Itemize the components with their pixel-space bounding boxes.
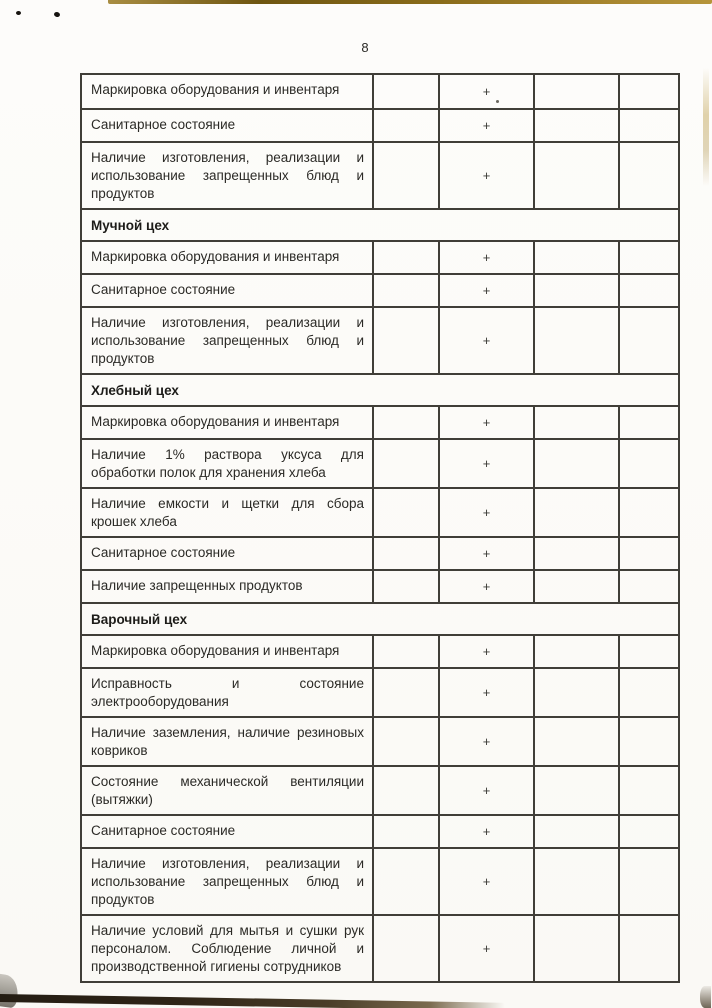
- mark-cell-empty: [535, 275, 620, 306]
- table-section-row: [82, 373, 678, 405]
- mark-cell-empty: [535, 143, 620, 208]
- mark-cell-empty: [374, 767, 440, 814]
- table-item-row: [82, 569, 678, 602]
- mark-cell-plus: +: [440, 143, 535, 208]
- scan-speck: [53, 11, 60, 17]
- item-label: Наличие емкости и щетки для сбора крошек хлеба: [82, 489, 374, 536]
- item-label: Наличие 1% раствора уксуса для обработки полок для хранения хлеба: [82, 440, 374, 487]
- mark-cell-empty: [620, 636, 678, 667]
- table-item-row: [82, 240, 678, 273]
- mark-cell-empty: [374, 75, 440, 108]
- mark-cell-empty: [535, 75, 620, 108]
- item-label: Маркировка оборудования и инвентаря: [82, 636, 374, 667]
- mark-cell-empty: [374, 242, 440, 273]
- item-label: Маркировка оборудования и инвентаря: [82, 407, 374, 438]
- mark-cell-empty: [374, 143, 440, 208]
- item-label: Исправность и состояние электрооборудования: [82, 669, 374, 716]
- section-title: Варочный цех: [91, 611, 188, 627]
- table-item-row: [82, 765, 678, 814]
- table-item-row: [82, 536, 678, 569]
- mark-cell-empty: [535, 571, 620, 602]
- mark-cell-plus: +: [440, 718, 535, 765]
- mark-cell-plus: +: [440, 242, 535, 273]
- inspection-table: [80, 73, 680, 983]
- mark-cell-empty: [374, 636, 440, 667]
- mark-cell-empty: [535, 636, 620, 667]
- mark-cell-plus: +: [440, 538, 535, 569]
- mark-cell-empty: [620, 916, 678, 981]
- mark-cell-empty: [374, 669, 440, 716]
- scan-bottom-right-mark: [700, 986, 711, 1008]
- table-item-row: [82, 716, 678, 765]
- mark-cell-empty: [620, 816, 678, 847]
- mark-cell-plus: +: [440, 849, 535, 914]
- mark-cell-empty: [620, 849, 678, 914]
- mark-cell-empty: [374, 489, 440, 536]
- mark-cell-empty: [535, 916, 620, 981]
- mark-cell-empty: [535, 242, 620, 273]
- section-title: Хлебный цех: [91, 382, 179, 398]
- table-section-row: [82, 208, 678, 240]
- mark-cell-empty: [374, 538, 440, 569]
- section-title: Мучной цех: [91, 217, 170, 233]
- item-label: Наличие условий для мытья и сушки рук персоналом. Соблюдение личной и производственной гигиены сотрудников: [82, 916, 374, 981]
- mark-cell-empty: [535, 440, 620, 487]
- mark-cell-empty: [374, 440, 440, 487]
- mark-cell-empty: [374, 308, 440, 373]
- mark-cell-empty: [620, 143, 678, 208]
- mark-cell-empty: [535, 308, 620, 373]
- mark-cell-empty: [620, 242, 678, 273]
- mark-cell-empty: [374, 407, 440, 438]
- mark-cell-empty: [374, 849, 440, 914]
- mark-cell-plus: +: [440, 110, 535, 141]
- mark-cell-plus: +: [440, 571, 535, 602]
- table-item-row: [82, 273, 678, 306]
- item-label: Состояние механической вентиляции (вытяжки): [82, 767, 374, 814]
- mark-cell-empty: [535, 816, 620, 847]
- mark-cell-empty: [535, 407, 620, 438]
- item-label: Наличие заземления, наличие резиновых ковриков: [82, 718, 374, 765]
- item-label: Наличие изготовления, реализации и использование запрещенных блюд и продуктов: [82, 308, 374, 373]
- table-item-row: [82, 847, 678, 914]
- table-item-row: [82, 667, 678, 716]
- mark-cell-empty: [535, 110, 620, 141]
- mark-cell-plus: +: [440, 407, 535, 438]
- mark-cell-plus: +: [440, 916, 535, 981]
- mark-cell-empty: [374, 718, 440, 765]
- table-item-row: [82, 814, 678, 847]
- mark-cell-plus: +: [440, 636, 535, 667]
- item-label: Наличие запрещенных продуктов: [82, 571, 374, 602]
- mark-cell-empty: [374, 571, 440, 602]
- mark-cell-empty: [535, 538, 620, 569]
- mark-cell-plus: +: [440, 308, 535, 373]
- mark-cell-empty: [535, 669, 620, 716]
- mark-cell-plus: +: [440, 767, 535, 814]
- table-section-row: [82, 602, 678, 634]
- table-item-row: [82, 108, 678, 141]
- mark-cell-empty: [374, 916, 440, 981]
- mark-cell-plus: +: [440, 75, 535, 108]
- mark-cell-plus: +: [440, 816, 535, 847]
- mark-cell-empty: [620, 538, 678, 569]
- table-item-row: [82, 438, 678, 487]
- table-item-row: [82, 306, 678, 373]
- mark-cell-empty: [620, 669, 678, 716]
- mark-cell-empty: [620, 407, 678, 438]
- scan-top-edge: [108, 0, 712, 4]
- item-label: Санитарное состояние: [82, 816, 374, 847]
- table-item-row: [82, 487, 678, 536]
- mark-cell-plus: +: [440, 440, 535, 487]
- mark-cell-plus: +: [440, 669, 535, 716]
- mark-cell-empty: [374, 275, 440, 306]
- mark-cell-empty: [620, 308, 678, 373]
- mark-cell-empty: [620, 440, 678, 487]
- mark-cell-empty: [620, 110, 678, 141]
- item-label: Санитарное состояние: [82, 110, 374, 141]
- item-label: Наличие изготовления, реализации и использование запрещенных блюд и продуктов: [82, 849, 374, 914]
- mark-cell-empty: [620, 75, 678, 108]
- table-item-row: [82, 914, 678, 981]
- table-item-row: [82, 75, 678, 108]
- table-item-row: [82, 141, 678, 208]
- scan-bottom-edge: [0, 994, 505, 1008]
- mark-cell-empty: [620, 489, 678, 536]
- mark-cell-empty: [535, 767, 620, 814]
- item-label: Санитарное состояние: [82, 538, 374, 569]
- item-label: Санитарное состояние: [82, 275, 374, 306]
- mark-cell-empty: [620, 767, 678, 814]
- mark-cell-empty: [535, 489, 620, 536]
- item-label: Маркировка оборудования и инвентаря: [82, 75, 374, 108]
- mark-cell-plus: +: [440, 275, 535, 306]
- mark-cell-empty: [535, 718, 620, 765]
- mark-cell-plus: +: [440, 489, 535, 536]
- scan-speck: [16, 11, 21, 15]
- item-label: Наличие изготовления, реализации и использование запрещенных блюд и продуктов: [82, 143, 374, 208]
- mark-cell-empty: [374, 110, 440, 141]
- scan-corner-blob: [0, 974, 20, 1008]
- table-item-row: [82, 634, 678, 667]
- mark-cell-empty: [620, 571, 678, 602]
- page-number: 8: [361, 40, 369, 55]
- table-item-row: [82, 405, 678, 438]
- scan-right-edge: [703, 68, 709, 186]
- mark-cell-empty: [620, 275, 678, 306]
- mark-cell-empty: [620, 718, 678, 765]
- item-label: Маркировка оборудования и инвентаря: [82, 242, 374, 273]
- mark-cell-empty: [535, 849, 620, 914]
- mark-cell-empty: [374, 816, 440, 847]
